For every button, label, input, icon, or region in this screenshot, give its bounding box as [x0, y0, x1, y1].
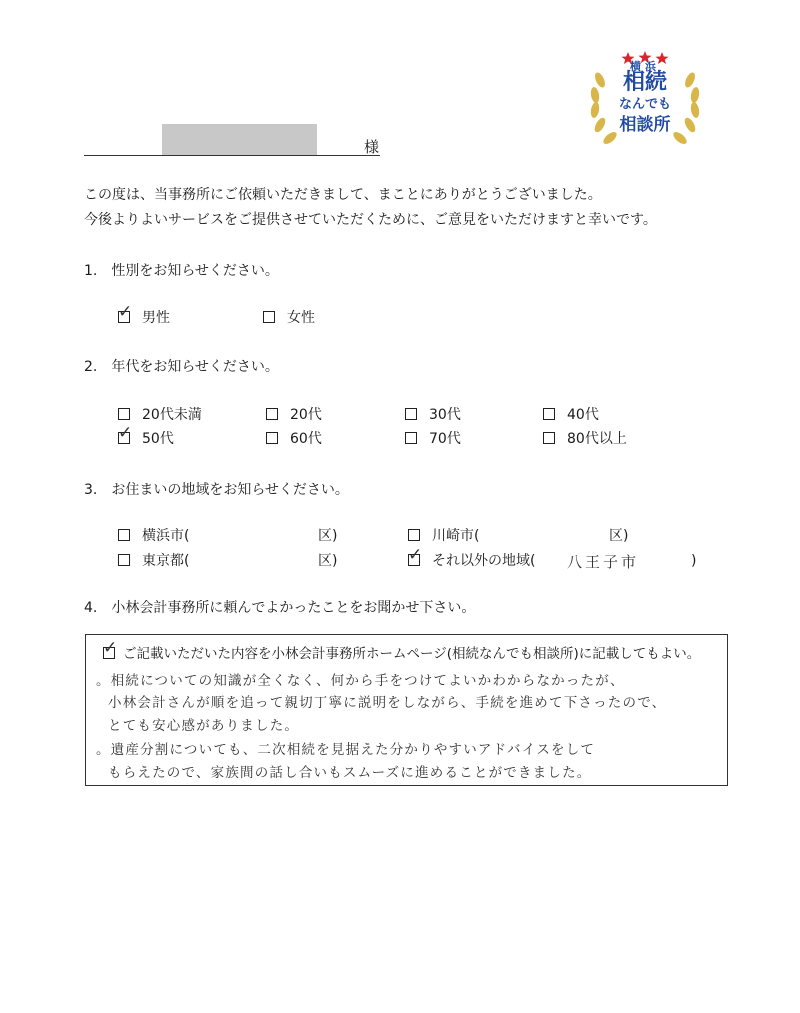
option-label: 80代以上 [567, 431, 627, 447]
option-label: 川崎市( [432, 528, 480, 544]
checkbox[interactable] [405, 432, 417, 444]
question-2-title: 2. 年代をお知らせください。 [84, 359, 279, 375]
option-label: 東京都( [142, 553, 190, 569]
checkbox[interactable] [266, 432, 278, 444]
comment-line: とても安心感がありました。 [108, 718, 300, 734]
option-region-yokohama[interactable] [118, 527, 189, 545]
handwritten-region: 八王子市 [567, 553, 640, 571]
option-age-70s[interactable] [405, 430, 461, 448]
checkbox[interactable] [118, 302, 133, 323]
option-label: 男性 [142, 310, 170, 326]
option-region-kawasaki[interactable] [408, 527, 479, 545]
option-label: 20代未満 [142, 407, 202, 423]
option-label: 女性 [287, 310, 315, 326]
checkbox[interactable] [405, 408, 417, 420]
checkbox[interactable] [118, 554, 130, 566]
sodan-logo [586, 50, 704, 154]
question-4-title: 4. 小林会計事務所に頼んでよかったことをお聞かせ下さい。 [84, 600, 476, 616]
consent-label: ご記載いただいた内容を小林会計事務所ホームページ(相続なんでも相談所)に記載してもよい。 [123, 646, 701, 662]
checkbox[interactable] [266, 408, 278, 420]
option-age-under20[interactable] [118, 406, 202, 424]
region-suffix: 区) [318, 553, 338, 569]
option-label: 20代 [290, 407, 322, 423]
logo-text-nandemo: なんでも [618, 97, 671, 112]
checkbox[interactable] [103, 638, 118, 659]
option-age-60s[interactable] [266, 430, 322, 448]
check-mark-icon: ✓ [118, 423, 133, 443]
option-label: 70代 [429, 431, 461, 447]
option-male[interactable] [118, 302, 170, 327]
option-age-40s[interactable] [543, 406, 599, 424]
option-label: 60代 [290, 431, 322, 447]
check-mark-icon: ✓ [408, 545, 423, 565]
option-label: それ以外の地域( [432, 553, 536, 569]
logo-text-yokohama: 横浜 [630, 60, 660, 73]
check-mark-icon: ✓ [118, 302, 133, 322]
checkbox[interactable] [408, 529, 420, 541]
checkbox[interactable] [543, 408, 555, 420]
region-suffix: ) [691, 553, 697, 569]
logo-text-souzoku: 相続 [622, 70, 667, 95]
logo-text-soudansho: 相談所 [619, 115, 671, 135]
checkbox[interactable] [408, 545, 423, 566]
comment-line: 。相続についての知識が全くなく、何から手をつけてよいかわからなかったが、 [96, 673, 625, 689]
option-region-tokyo[interactable] [118, 552, 189, 570]
option-label: 40代 [567, 407, 599, 423]
checkbox[interactable] [118, 408, 130, 420]
checkbox[interactable] [118, 423, 133, 444]
redacted-name [162, 124, 317, 156]
checkbox[interactable] [118, 529, 130, 541]
option-female[interactable] [263, 309, 315, 327]
name-underline [84, 155, 380, 156]
comment-line: 小林会計さんが順を追って親切丁寧に説明をしながら、手続を進めて下さったので、 [108, 695, 667, 711]
region-suffix: 区) [609, 528, 629, 544]
question-3-title: 3. お住まいの地域をお知らせください。 [84, 482, 349, 498]
intro-line-1: この度は、当事務所にご依頼いただきまして、まことにありがとうございました。 [84, 187, 602, 203]
checkbox[interactable] [543, 432, 555, 444]
checkbox[interactable] [263, 311, 275, 323]
question-1-title: 1. 性別をお知らせください。 [84, 263, 279, 279]
region-suffix: 区) [318, 528, 338, 544]
option-label: 30代 [429, 407, 461, 423]
comment-line: 。遺産分割についても、二次相続を見据えた分かりやすいアドバイスをして [96, 742, 596, 758]
option-label: 横浜市( [142, 528, 190, 544]
consent-option[interactable] [103, 638, 701, 663]
option-age-80s-plus[interactable] [543, 430, 627, 448]
comment-line: もらえたので、家族間の話し合いもスムーズに進めることができました。 [108, 765, 592, 781]
check-mark-icon: ✓ [103, 638, 118, 658]
intro-line-2: 今後よりよいサービスをご提供させていただくために、ご意見をいただけますと幸いです。 [84, 212, 657, 228]
option-region-other[interactable] [408, 545, 536, 570]
honorific: 様 [364, 138, 380, 156]
option-age-50s[interactable] [118, 423, 174, 448]
option-age-20s[interactable] [266, 406, 322, 424]
option-age-30s[interactable] [405, 406, 461, 424]
option-label: 50代 [142, 431, 174, 447]
